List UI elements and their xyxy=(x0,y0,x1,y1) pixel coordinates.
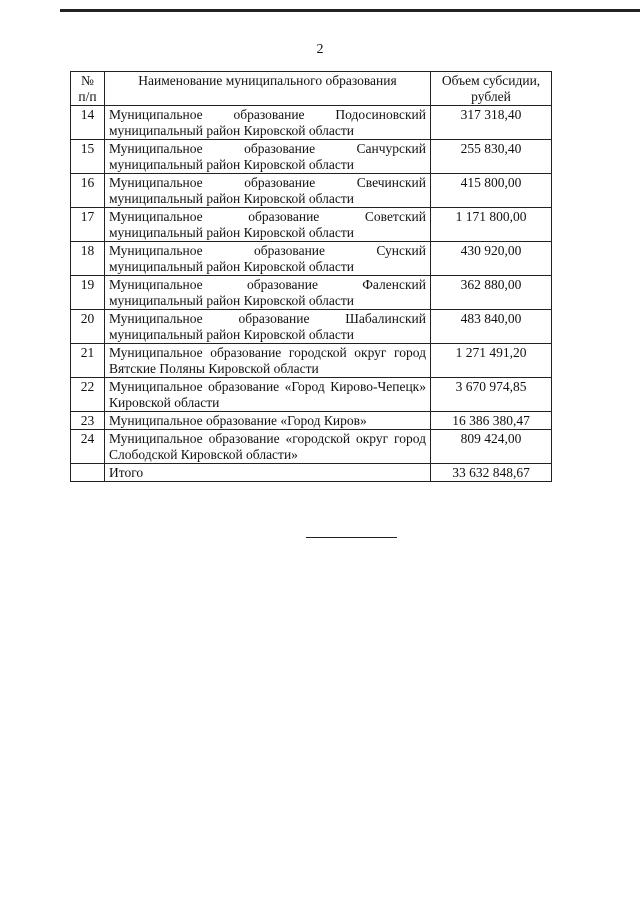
row-number: 24 xyxy=(71,430,105,464)
table-row xyxy=(71,378,552,412)
table-row xyxy=(71,140,552,174)
row-number: 16 xyxy=(71,174,105,208)
subsidy-amount: 430 920,00 xyxy=(431,242,552,276)
page-number: 2 xyxy=(316,42,324,57)
subsidy-amount: 1 171 800,00 xyxy=(431,208,552,242)
row-number: 22 xyxy=(71,378,105,412)
municipality-name: Муниципальное образование «Город Кирово-Чепецк» Кировской области xyxy=(105,378,431,412)
table-row xyxy=(71,242,552,276)
row-number: 17 xyxy=(71,208,105,242)
row-number: 14 xyxy=(71,106,105,140)
municipality-name: Муниципальное образование Санчурский муниципальный район Кировской области xyxy=(105,140,431,174)
row-number: 15 xyxy=(71,140,105,174)
table-row xyxy=(71,174,552,208)
subsidy-table xyxy=(70,71,552,482)
table-row xyxy=(71,106,552,140)
total-amount: 33 632 848,67 xyxy=(431,464,552,482)
subsidy-amount: 362 880,00 xyxy=(431,276,552,310)
subsidy-amount: 809 424,00 xyxy=(431,430,552,464)
table-row xyxy=(71,344,552,378)
table-row xyxy=(71,412,552,430)
table-row xyxy=(71,276,552,310)
row-number: 20 xyxy=(71,310,105,344)
row-number: 19 xyxy=(71,276,105,310)
total-row xyxy=(71,464,552,482)
total-num-cell xyxy=(71,464,105,482)
municipality-name: Муниципальное образование Подосиновский муниципальный район Кировской области xyxy=(105,106,431,140)
row-number: 18 xyxy=(71,242,105,276)
table-row xyxy=(71,310,552,344)
subsidy-amount: 415 800,00 xyxy=(431,174,552,208)
scan-top-edge-line xyxy=(60,9,640,12)
municipality-name: Муниципальное образование Советский муниципальный район Кировской области xyxy=(105,208,431,242)
subsidy-amount: 3 670 974,85 xyxy=(431,378,552,412)
municipality-name: Муниципальное образование Шабалинский муниципальный район Кировской области xyxy=(105,310,431,344)
municipality-name: Муниципальное образование Сунский муниципальный район Кировской области xyxy=(105,242,431,276)
table-header-row xyxy=(71,72,552,106)
row-number: 23 xyxy=(71,412,105,430)
municipality-name: Муниципальное образование «городской округ город Слободской Кировской области» xyxy=(105,430,431,464)
municipality-name: Муниципальное образование Свечинский муниципальный район Кировской области xyxy=(105,174,431,208)
subsidy-amount: 317 318,40 xyxy=(431,106,552,140)
municipality-name: Муниципальное образование Фаленский муниципальный район Кировской области xyxy=(105,276,431,310)
municipality-name: Муниципальное образование «Город Киров» xyxy=(105,412,431,430)
municipality-name: Муниципальное образование городской округ город Вятские Поляны Кировской области xyxy=(105,344,431,378)
subsidy-amount: 255 830,40 xyxy=(431,140,552,174)
total-label: Итого xyxy=(105,464,431,482)
header-name: Наименование муниципального образования xyxy=(105,72,431,106)
subsidy-amount: 16 386 380,47 xyxy=(431,412,552,430)
table-row xyxy=(71,208,552,242)
subsidy-amount: 1 271 491,20 xyxy=(431,344,552,378)
header-num: № п/п xyxy=(71,72,105,106)
row-number: 21 xyxy=(71,344,105,378)
subsidy-amount: 483 840,00 xyxy=(431,310,552,344)
header-amount: Объем субсидии, рублей xyxy=(431,72,552,106)
table-row xyxy=(71,430,552,464)
closing-underline xyxy=(306,537,397,538)
